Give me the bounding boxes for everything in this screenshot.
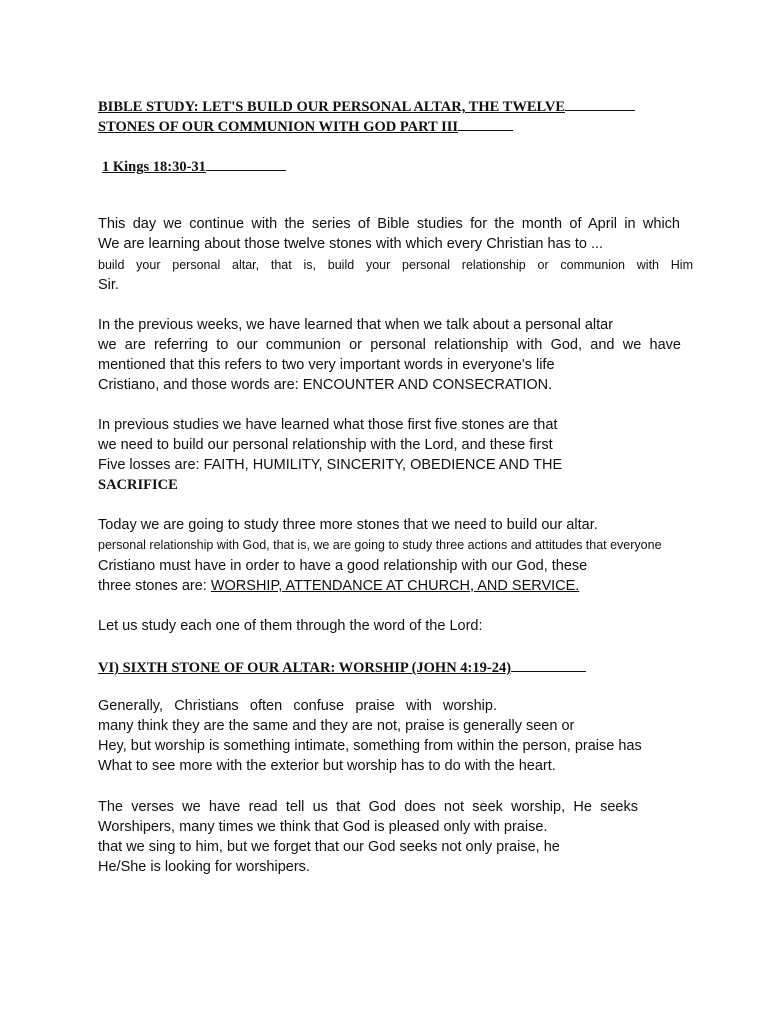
title-line-2 — [98, 115, 513, 137]
paragraph-3-line-3: Five losses are: FAITH, HUMILITY, SINCERITY, OBEDIENCE AND THE — [98, 457, 563, 473]
section-heading-line — [98, 656, 586, 678]
title-text-2: STONES OF OUR COMMUNION WITH GOD PART III — [98, 119, 459, 135]
section-heading: VI) SIXTH STONE OF OUR ALTAR: WORSHIP (JOHN 4:19-24) — [98, 660, 512, 676]
paragraph-4-line-3: Cristiano must have in order to have a good relationship with our God, these — [98, 558, 588, 574]
paragraph-1-line-1: This day we continue with the series of Bible studies for the month of April in which — [98, 216, 680, 232]
scripture-reference-line — [98, 155, 286, 177]
paragraph-7-line-2: Worshipers, many times we think that God is pleased only with praise. — [98, 819, 548, 835]
paragraph-7-line-3: that we sing to him, but we forget that our God seeks not only praise, he — [98, 839, 560, 855]
paragraph-2-line-2: we are referring to our communion or personal relationship with God, and we have — [98, 337, 681, 353]
paragraph-7-line-4: He/She is looking for worshipers. — [98, 859, 310, 875]
paragraph-7-line-1: The verses we have read tell us that God does not seek worship, He seeks — [98, 799, 638, 815]
title-text-1: BIBLE STUDY: LET'S BUILD OUR PERSONAL ALTAR, THE TWELVE — [98, 99, 565, 115]
paragraph-2-line-4: Cristiano, and those words are: ENCOUNTER AND CONSECRATION. — [98, 377, 553, 393]
section-heading-underline-tab — [511, 656, 586, 672]
title-line-1 — [98, 95, 635, 117]
paragraph-3-line-4: SACRIFICE — [98, 477, 178, 493]
paragraph-6-line-2: many think they are the same and they are not, praise is generally seen or — [98, 718, 575, 734]
scripture-reference: 1 Kings 18:30-31 — [102, 159, 206, 175]
paragraph-5: Let us study each one of them through the word of the Lord: — [98, 618, 483, 634]
title-underline-tab-1 — [565, 95, 635, 111]
paragraph-4-line-1: Today we are going to study three more stones that we need to build our altar. — [98, 517, 598, 533]
stones-intro: three stones are: — [98, 578, 211, 594]
paragraph-6-line-1: Generally, Christians often confuse praise with worship. — [98, 698, 497, 714]
stones-list: WORSHIP, ATTENDANCE AT CHURCH, AND SERVICE. — [210, 578, 580, 594]
paragraph-1-line-3: build your personal altar, that is, build your personal relationship or communion with Him — [98, 258, 693, 272]
paragraph-3-line-1: In previous studies we have learned what those first five stones are that — [98, 417, 558, 433]
paragraph-6-line-4: What to see more with the exterior but worship has to do with the heart. — [98, 758, 556, 774]
paragraph-2-line-3: mentioned that this refers to two very important words in everyone's life — [98, 357, 555, 373]
title-underline-tab-2 — [458, 115, 513, 131]
scripture-underline-tab — [206, 155, 286, 171]
paragraph-2-line-1: In the previous weeks, we have learned that when we talk about a personal altar — [98, 317, 614, 333]
paragraph-4-line-4 — [98, 576, 579, 596]
paragraph-4-line-2: personal relationship with God, that is, we are going to study three actions and attitudes that everyone — [98, 538, 662, 552]
paragraph-1-line-2: We are learning about those twelve stones with which every Christian has to ... — [98, 236, 604, 252]
paragraph-6-line-3: Hey, but worship is something intimate, something from within the person, praise has — [98, 738, 642, 754]
paragraph-1-line-4: Sir. — [98, 277, 119, 293]
paragraph-3-line-2: we need to build our personal relationship with the Lord, and these first — [98, 437, 553, 453]
